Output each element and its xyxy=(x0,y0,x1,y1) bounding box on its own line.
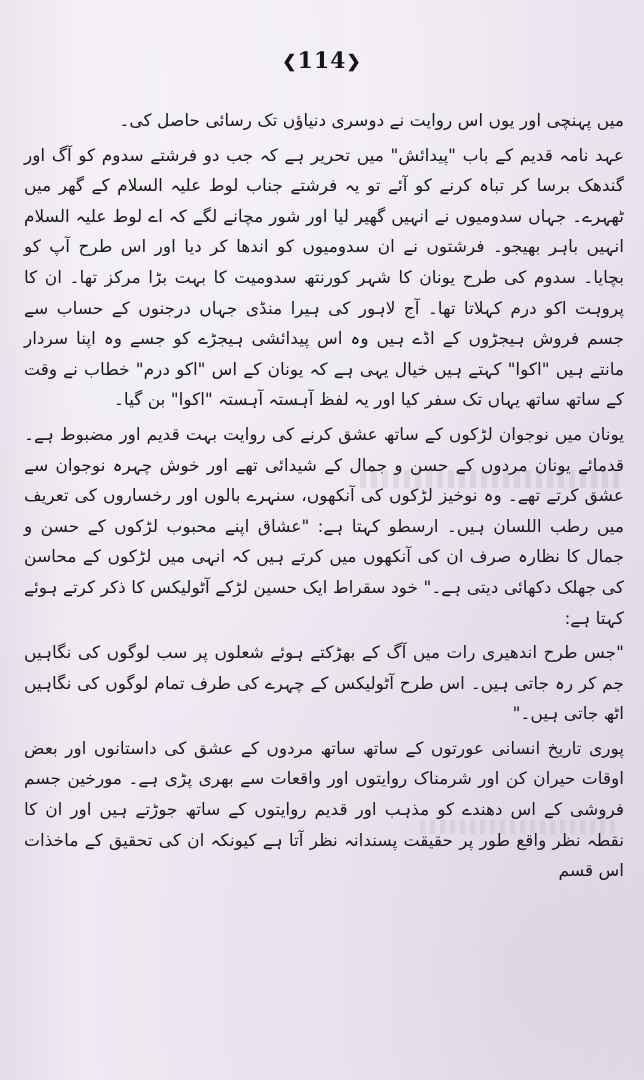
paragraph: پوری تاریخ انسانی عورتوں کے ساتھ ساتھ مردوں کے عشق کی داستانوں اور بعض اوقات حیران کن اور شرمناک روایتوں اور واقعات سے بھری پڑی ہے۔ مورخین جسم فروشی کے اس دھندے کو مذہب اور قدیم روایتوں کے ساتھ جوڑتے ہیں اور ان کا نقطہ نظر واقع طور پر حقیقت پسندانہ نظر آتا ہے کیونکہ ان کی تحقیق کے ماخذات اس قسم xyxy=(24,738,624,882)
paragraph: یونان میں نوجوان لڑکوں کے ساتھ عشق کرنے کی روایت بہت قدیم اور مضبوط ہے۔ قدمائے یونان مردوں کے حسن و جمال کے شیدائی تھے اور خوش چہرہ نوجوان سے عشق کرتے تھے۔ وہ نوخیز لڑکوں کی آنکھوں، سنہرے بالوں اور رخساروں کی تعریف میں رطب اللسان ہیں۔ ارسطو کہتا ہے: "عشاق اپنے محبوب لڑکوں کے حسن و جمال کا نظارہ صرف ان کی آنکھوں میں کرتے ہیں کہ انہی میں لڑکوں کے محاسن کی جھلک دکھائی دیتی ہے۔" خود سقراط ایک حسین لڑکے آٹولیکس کا ذکر کرتے ہوئے کہتا ہے: xyxy=(24,424,624,629)
page-number-header xyxy=(0,48,644,74)
ornament-left-icon: ❮ xyxy=(282,52,298,72)
page-number: 114 xyxy=(297,48,347,74)
ornament-right-icon: ❯ xyxy=(346,52,362,72)
quotation-paragraph: "جس طرح اندھیری رات میں آگ کے بھڑکتے ہوئے شعلوں پر سب لوگوں کی نگاہیں جم کر رہ جاتی ہیں۔ اس طرح آٹولیکس کے چہرے کی طرف تمام لوگوں کی نگاہیں اٹھ جاتی ہیں۔" xyxy=(24,643,624,725)
paragraph: عہد نامہ قدیم کے باب "پیدائش" میں تحریر ہے کہ جب دو فرشتے سدوم کو آگ اور گندھک برسا کر تباہ کرنے کو آئے تو یہ فرشتے جناب لوط علیہ السلام کے گھر میں ٹھہرے۔ جہاں سدومیوں نے انہیں گھیر لیا اور شور مچانے لگے کہ اے لوط علیہ السلام انہیں باہر بھیجو۔ فرشتوں نے ان سدومیوں کو اندھا کر دیا اور اس طرح آپ کو بچایا۔ سدوم کی طرح یونان کا شہر کورنتھ سدومیت کا بہت بڑا مرکز تھا۔ ان کا پروہت اکو درم کہلاتا تھا۔ آج لاہور کی ہیرا منڈی جہاں درجنوں کے حساب سے جسم فروش ہیجڑوں کے اڈے ہیں وہ اس پیدائشی ہیجڑے کو جسے وہ اپنا سردار مانتے ہیں "اکوا" کہتے ہیں خیال یہی ہے کہ یونان کے اس "اکو درم" خطاب نے وقت کے ساتھ ساتھ یہاں تک سفر کیا اور یہ لفظ آہستہ آہستہ "اکوا" بن گیا۔ xyxy=(24,145,624,411)
paragraph: میں پہنچی اور یوں اس روایت نے دوسری دنیاؤں تک رسائی حاصل کی۔ xyxy=(119,111,624,131)
body-text xyxy=(24,106,624,891)
